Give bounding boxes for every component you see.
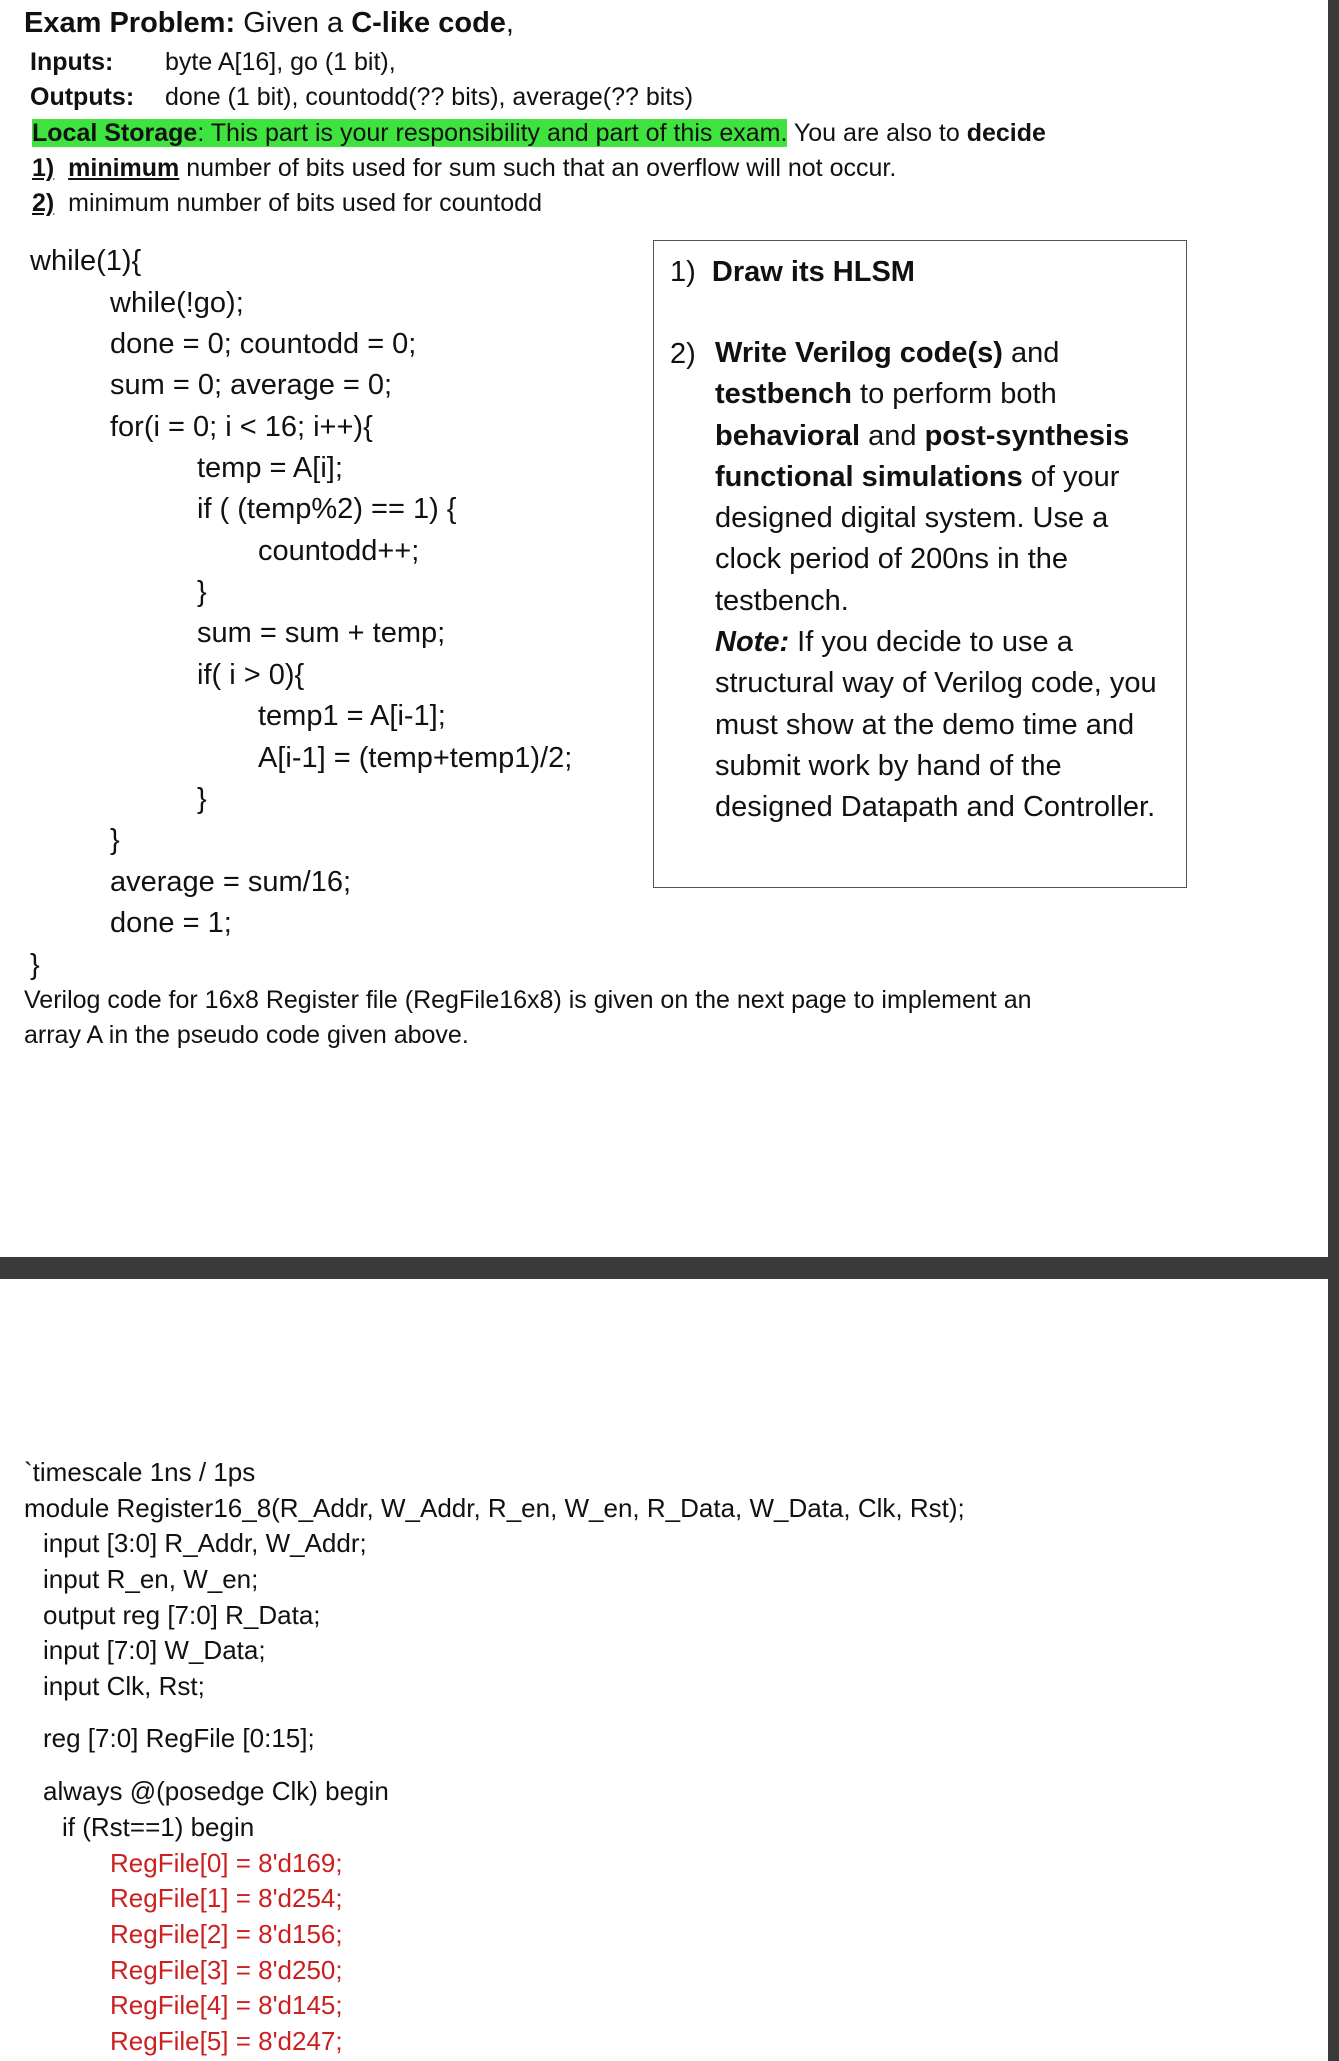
item2-text: minimum number of bits used for countodd bbox=[68, 189, 542, 217]
q2-c: testbench bbox=[715, 378, 852, 411]
item1-num: 1) bbox=[32, 154, 55, 182]
outputs-value: done (1 bit), countodd(?? bits), average(?? bits) bbox=[165, 83, 694, 111]
q2-e: behavioral bbox=[715, 419, 861, 452]
code-line: if ( (temp%2) == 1) { bbox=[197, 493, 457, 525]
local-storage-label: Local Storage bbox=[32, 119, 198, 147]
verilog-line: input [3:0] R_Addr, W_Addr; bbox=[43, 1528, 367, 1558]
verilog-line: reg [7:0] RegFile [0:15]; bbox=[43, 1723, 315, 1753]
local-storage-text: : This part is your responsibility and part of this exam. bbox=[197, 119, 788, 147]
q2-a: Write Verilog code(s) bbox=[715, 337, 1003, 369]
item1-line bbox=[32, 152, 896, 185]
note-text: If you decide to use a structural way of Verilog code, you must show at the demo time and submit work by hand of the designed Datapath and Controller. bbox=[715, 626, 1157, 824]
code-line: A[i-1] = (temp+temp1)/2; bbox=[258, 742, 573, 774]
verilog-line: output reg [7:0] R_Data; bbox=[43, 1600, 321, 1630]
instruction-box bbox=[653, 240, 1187, 888]
verilog-line: input Clk, Rst; bbox=[43, 1671, 205, 1701]
code-line: countodd++; bbox=[258, 535, 420, 567]
code-line: temp = A[i]; bbox=[197, 452, 343, 484]
inputs-value: byte A[16], go (1 bit), bbox=[165, 48, 396, 76]
decide-text: You are also to bbox=[787, 119, 967, 147]
code-line: } bbox=[110, 824, 120, 856]
q2-d: to perform both bbox=[851, 378, 1057, 411]
code-line: sum = sum + temp; bbox=[197, 617, 446, 649]
code-line: for(i = 0; i < 16; i++){ bbox=[110, 411, 373, 443]
verilog-line: input R_en, W_en; bbox=[43, 1564, 259, 1594]
q2-b: and bbox=[1002, 337, 1060, 369]
code-line: } bbox=[197, 576, 207, 608]
verilog-red-line: RegFile[4] = 8'd145; bbox=[110, 1990, 343, 2020]
verilog-line: always @(posedge Clk) begin bbox=[43, 1776, 389, 1806]
title-end: , bbox=[505, 7, 514, 39]
note-label: Note: bbox=[715, 626, 790, 659]
item2-line bbox=[32, 187, 542, 220]
verilog-line: module Register16_8(R_Addr, W_Addr, R_en, W_en, R_Data, W_Data, Clk, Rst); bbox=[24, 1493, 965, 1523]
exam-title bbox=[24, 4, 514, 42]
outputs-label: Outputs: bbox=[30, 83, 135, 111]
inputs-label: Inputs: bbox=[30, 48, 114, 76]
item1-text: number of bits used for sum such that an overflow will not occur. bbox=[179, 154, 897, 182]
right-edge-bar bbox=[1328, 0, 1339, 1258]
verilog-line: `timescale 1ns / 1ps bbox=[24, 1457, 256, 1487]
q2-h: of your designed digital system. Use a clock period of 200ns in the testbench. bbox=[715, 460, 1120, 617]
code-line: } bbox=[30, 949, 40, 981]
title-text: Given a bbox=[235, 7, 352, 39]
code-line: while(!go); bbox=[110, 287, 244, 319]
local-storage-line bbox=[32, 117, 1046, 150]
code-line: done = 1; bbox=[110, 907, 232, 939]
verilog-line: input [7:0] W_Data; bbox=[43, 1635, 266, 1665]
q2-g: post-synthesis functional simulations bbox=[715, 419, 1130, 493]
title-label: Exam Problem: bbox=[24, 7, 236, 39]
right-edge-bar-lower bbox=[1328, 1279, 1339, 2061]
verilog-line: if (Rst==1) begin bbox=[62, 1812, 255, 1842]
q2-text bbox=[715, 333, 1175, 829]
verilog-red-line: RegFile[5] = 8'd247; bbox=[110, 2026, 343, 2056]
code-line: average = sum/16; bbox=[110, 866, 352, 898]
verilog-red-line: RegFile[3] = 8'd250; bbox=[110, 1955, 343, 1985]
title-bold: C-like code bbox=[351, 7, 506, 39]
q1-bold: Draw its HLSM bbox=[711, 256, 915, 288]
item2-num: 2) bbox=[32, 189, 55, 217]
q1-num: 1) bbox=[670, 256, 696, 288]
item1-bold: minimum bbox=[68, 154, 180, 182]
code-line: while(1){ bbox=[30, 245, 142, 277]
decide-bold: decide bbox=[966, 119, 1046, 147]
q1 bbox=[670, 253, 915, 291]
code-line: } bbox=[197, 783, 207, 815]
verilog-red-line: RegFile[0] = 8'd169; bbox=[110, 1848, 343, 1878]
code-line: done = 0; countodd = 0; bbox=[110, 328, 417, 360]
code-line: sum = 0; average = 0; bbox=[110, 369, 393, 401]
verilog-red-line: RegFile[1] = 8'd254; bbox=[110, 1883, 343, 1913]
verilog-red-line: RegFile[2] = 8'd156; bbox=[110, 1919, 343, 1949]
footer-line1: Verilog code for 16x8 Register file (RegFile16x8) is given on the next page to implement an bbox=[24, 986, 1032, 1014]
page-separator bbox=[0, 1257, 1339, 1279]
footer-line2: array A in the pseudo code given above. bbox=[24, 1021, 469, 1049]
q2-num: 2) bbox=[670, 338, 696, 370]
code-line: if( i > 0){ bbox=[197, 659, 305, 691]
q2-f: and bbox=[860, 419, 925, 452]
code-line: temp1 = A[i-1]; bbox=[258, 700, 446, 732]
